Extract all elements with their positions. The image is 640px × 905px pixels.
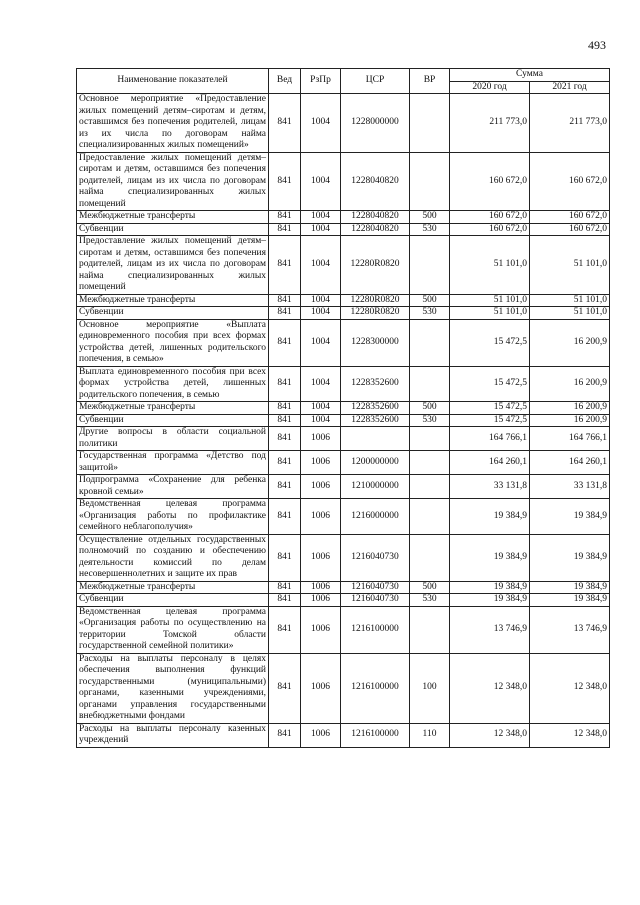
cell-ved: 841 [269,94,301,153]
cell-sum-2020: 160 672,0 [450,211,530,224]
cell-csr: 1216100000 [341,723,410,747]
cell-name: Выплата единовременного пособия при всех формах устройства детей, лишенных родительского попечения, в семью [77,366,269,402]
cell-sum-2020: 13 746,9 [450,606,530,653]
cell-vr [410,236,450,295]
table-body [77,94,610,748]
cell-name: Ведомственная целевая программа «Организация работы по профилактике семейного неблагополучия» [77,499,269,535]
cell-sum-2021: 16 200,9 [530,319,610,366]
cell-csr: 12280R0820 [341,236,410,295]
cell-vr [410,475,450,499]
cell-name: Субвенции [77,414,269,427]
table-row [77,427,610,451]
cell-sum-2021: 19 384,9 [530,594,610,607]
table-row [77,499,610,535]
cell-name: Расходы на выплаты персоналу казенных учреждений [77,723,269,747]
cell-name: Подпрограмма «Сохранение для ребенка кровной семьи» [77,475,269,499]
table-row [77,294,610,307]
cell-csr: 1228352600 [341,414,410,427]
cell-vr [410,366,450,402]
cell-sum-2021: 16 200,9 [530,402,610,415]
table-row [77,307,610,320]
table-row [77,152,610,211]
cell-csr: 1228040820 [341,152,410,211]
cell-ved: 841 [269,606,301,653]
cell-name: Межбюджетные трансферты [77,294,269,307]
cell-ved: 841 [269,319,301,366]
cell-name: Другие вопросы в области социальной политики [77,427,269,451]
cell-sum-2020: 160 672,0 [450,152,530,211]
cell-ved: 841 [269,223,301,236]
cell-name: Субвенции [77,594,269,607]
table-row [77,402,610,415]
cell-ved: 841 [269,581,301,594]
cell-rzpr: 1006 [301,581,341,594]
cell-sum-2021: 19 384,9 [530,499,610,535]
cell-vr: 530 [410,223,450,236]
cell-vr [410,427,450,451]
cell-ved: 841 [269,451,301,475]
table-row [77,451,610,475]
cell-csr: 1200000000 [341,451,410,475]
cell-sum-2021: 160 672,0 [530,152,610,211]
cell-rzpr: 1006 [301,475,341,499]
cell-vr [410,319,450,366]
cell-csr: 1216040730 [341,594,410,607]
cell-sum-2020: 51 101,0 [450,236,530,295]
cell-vr: 530 [410,594,450,607]
cell-ved: 841 [269,534,301,581]
cell-csr: 1228000000 [341,94,410,153]
cell-vr: 500 [410,294,450,307]
cell-rzpr: 1004 [301,152,341,211]
cell-rzpr: 1006 [301,594,341,607]
table-row [77,594,610,607]
header-ved: Вед [269,69,301,94]
cell-sum-2020: 15 472,5 [450,402,530,415]
cell-csr: 1228040820 [341,223,410,236]
cell-rzpr: 1006 [301,499,341,535]
cell-ved: 841 [269,294,301,307]
cell-csr: 1228300000 [341,319,410,366]
cell-csr: 1210000000 [341,475,410,499]
cell-sum-2020: 19 384,9 [450,581,530,594]
cell-vr: 530 [410,414,450,427]
cell-sum-2021: 16 200,9 [530,366,610,402]
cell-sum-2020: 51 101,0 [450,294,530,307]
cell-sum-2021: 164 260,1 [530,451,610,475]
cell-sum-2020: 19 384,9 [450,499,530,535]
cell-csr: 1228352600 [341,366,410,402]
cell-name: Государственная программа «Детство под защитой» [77,451,269,475]
cell-vr: 530 [410,307,450,320]
cell-csr: 1216040730 [341,581,410,594]
cell-sum-2020: 164 260,1 [450,451,530,475]
cell-sum-2021: 33 131,8 [530,475,610,499]
table-row [77,94,610,153]
cell-ved: 841 [269,594,301,607]
cell-csr: 1228040820 [341,211,410,224]
cell-name: Ведомственная целевая программа «Организация работы по осуществлению на территории Томской области государственной семейной политики» [77,606,269,653]
header-csr: ЦСР [341,69,410,94]
table-row [77,653,610,723]
cell-rzpr: 1006 [301,451,341,475]
cell-ved: 841 [269,723,301,747]
cell-vr [410,94,450,153]
cell-sum-2021: 51 101,0 [530,307,610,320]
header-sum: Сумма [450,69,610,82]
cell-rzpr: 1004 [301,307,341,320]
cell-rzpr: 1004 [301,402,341,415]
cell-name: Субвенции [77,307,269,320]
cell-sum-2020: 51 101,0 [450,307,530,320]
cell-rzpr: 1004 [301,319,341,366]
header-row-top [77,69,610,82]
cell-sum-2021: 19 384,9 [530,581,610,594]
cell-csr: 1216000000 [341,499,410,535]
cell-ved: 841 [269,427,301,451]
cell-vr [410,499,450,535]
cell-sum-2021: 12 348,0 [530,723,610,747]
cell-csr: 1216100000 [341,606,410,653]
cell-ved: 841 [269,211,301,224]
cell-sum-2020: 164 766,1 [450,427,530,451]
cell-rzpr: 1004 [301,94,341,153]
cell-ved: 841 [269,653,301,723]
cell-sum-2021: 51 101,0 [530,294,610,307]
cell-ved: 841 [269,402,301,415]
cell-ved: 841 [269,152,301,211]
cell-sum-2021: 160 672,0 [530,211,610,224]
cell-sum-2021: 51 101,0 [530,236,610,295]
cell-rzpr: 1004 [301,414,341,427]
cell-vr: 500 [410,402,450,415]
cell-vr [410,152,450,211]
cell-sum-2020: 12 348,0 [450,653,530,723]
cell-name: Расходы на выплаты персоналу в целях обеспечения выполнения функций государственными (муниципальными) органами, казенными учреждениями, органами управления государственными внебюджетными фондами [77,653,269,723]
cell-sum-2021: 19 384,9 [530,534,610,581]
cell-name: Осуществление отдельных государственных полномочий по созданию и обеспечению деятельности комиссий по делам несовершеннолетних и защите их прав [77,534,269,581]
cell-sum-2021: 211 773,0 [530,94,610,153]
cell-ved: 841 [269,475,301,499]
cell-vr [410,606,450,653]
cell-ved: 841 [269,307,301,320]
cell-name: Основное мероприятие «Выплата единовременного пособия при всех формах устройства детей, лишенных родительского попечения, в семью» [77,319,269,366]
table-row [77,475,610,499]
cell-sum-2020: 12 348,0 [450,723,530,747]
cell-name: Основное мероприятие «Предоставление жилых помещений детям–сиротам и детям, оставшимся без попечения родителей, лицам из их числа по договорам найма специализированных жилых помещений» [77,94,269,153]
header-vr: ВР [410,69,450,94]
cell-rzpr: 1006 [301,606,341,653]
table-row [77,606,610,653]
table-row [77,581,610,594]
cell-rzpr: 1004 [301,236,341,295]
cell-rzpr: 1004 [301,211,341,224]
cell-ved: 841 [269,366,301,402]
cell-vr: 110 [410,723,450,747]
cell-sum-2021: 16 200,9 [530,414,610,427]
cell-ved: 841 [269,499,301,535]
cell-csr: 1216100000 [341,653,410,723]
table-row [77,223,610,236]
table-row [77,211,610,224]
cell-sum-2020: 15 472,5 [450,366,530,402]
cell-sum-2020: 19 384,9 [450,534,530,581]
cell-rzpr: 1004 [301,294,341,307]
budget-table [76,68,610,748]
page-number: 493 [588,38,606,52]
cell-vr: 500 [410,581,450,594]
cell-name: Субвенции [77,223,269,236]
cell-sum-2020: 211 773,0 [450,94,530,153]
cell-vr: 100 [410,653,450,723]
cell-name: Межбюджетные трансферты [77,402,269,415]
cell-name: Предоставление жилых помещений детям–сиротам и детям, оставшимся без попечения родителей, лицам из их числа по договорам найма специализированных жилых помещений [77,152,269,211]
cell-sum-2020: 15 472,5 [450,414,530,427]
cell-sum-2020: 160 672,0 [450,223,530,236]
table-row [77,414,610,427]
cell-sum-2021: 13 746,9 [530,606,610,653]
table-row [77,236,610,295]
cell-vr: 500 [410,211,450,224]
table-row [77,319,610,366]
header-year-2020: 2020 год [450,81,530,94]
header-rzpr: РзПр [301,69,341,94]
cell-sum-2020: 33 131,8 [450,475,530,499]
cell-sum-2021: 164 766,1 [530,427,610,451]
cell-name: Межбюджетные трансферты [77,581,269,594]
cell-rzpr: 1004 [301,223,341,236]
cell-rzpr: 1006 [301,534,341,581]
header-name: Наименование показателей [77,69,269,94]
header-year-2021: 2021 год [530,81,610,94]
cell-sum-2020: 19 384,9 [450,594,530,607]
cell-csr: 12280R0820 [341,294,410,307]
cell-vr [410,534,450,581]
table-row [77,723,610,747]
cell-sum-2021: 160 672,0 [530,223,610,236]
cell-vr [410,451,450,475]
cell-sum-2020: 15 472,5 [450,319,530,366]
cell-name: Предоставление жилых помещений детям–сиротам и детям, оставшимся без попечения родителей, лицам из их числа по договорам найма специализированных жилых помещений [77,236,269,295]
cell-csr: 12280R0820 [341,307,410,320]
cell-rzpr: 1006 [301,723,341,747]
cell-csr [341,427,410,451]
cell-ved: 841 [269,414,301,427]
table-row [77,534,610,581]
cell-ved: 841 [269,236,301,295]
cell-csr: 1216040730 [341,534,410,581]
cell-csr: 1228352600 [341,402,410,415]
cell-name: Межбюджетные трансферты [77,211,269,224]
cell-sum-2021: 12 348,0 [530,653,610,723]
cell-rzpr: 1006 [301,653,341,723]
cell-rzpr: 1006 [301,427,341,451]
table-row [77,366,610,402]
cell-rzpr: 1004 [301,366,341,402]
